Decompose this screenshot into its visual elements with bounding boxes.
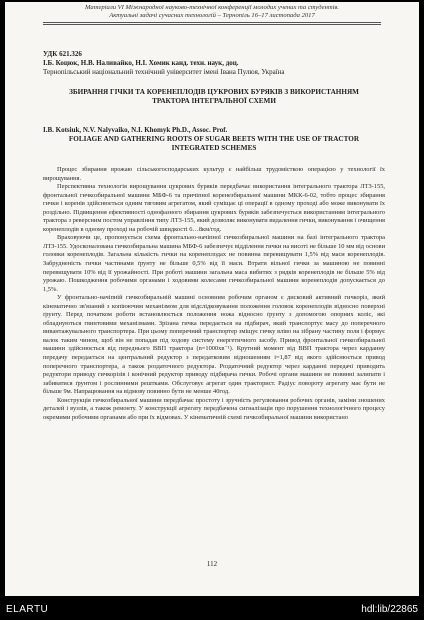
paragraph: Враховуючи це, пропонується схема фронтально-начіпної гичкозбиральної машини на базі інтегрального трактора ЛТЗ-155. Удосконалована гичкозбиральна машина МБФ-6 забезпечує відділення гички на висоті не більше 10 мм від основи головки коренеплодів. Загальна кількість гички на коренеплодах не повинна перевищувати 1,5% від маси коренеплодів. Забрудненість гички частинами ґрунту не більше 0,5% від її маси. Втрати вільної гички за машиною не повинні перевищувати 10% від її урожайності. При роботі машини загальна маса вибитих з рядків коренеплодів не більше 5% від урожаю. Пошкодження робочими органами і ходовими колесами гичкозбиральної машини коренеплодів допускається до 1,5%. (43, 234, 385, 293)
title-ua (43, 88, 385, 106)
udk-text: УДК 621.326 (43, 50, 82, 58)
document-page (5, 2, 419, 596)
affiliation (43, 68, 385, 77)
footer-handle-link[interactable]: hdl:lib/22865 (361, 604, 418, 615)
running-header (45, 4, 379, 20)
header-line-2: Актуальні задачі сучасних технологій – Тернопіль 16–17 листопада 2017 (109, 12, 315, 19)
authors-ua-text: І.Б. Коцюк, Н.В. Наливайко, Н.І. Хомик канд. техн. наук, доц. (43, 59, 239, 67)
page-number: 112 (206, 560, 218, 568)
paragraph: Процес збирання врожаю сільськогосподарських культур є найбільш трудомісткою операцією у технології їх вирощування. (43, 166, 385, 182)
title-ua-text: ЗБИРАННЯ ГІЧКИ ТА КОРЕНЕПЛОДІВ ЦУКРОВИХ БУРЯКІВ З ВИКОРИСТАННЯМ ТРАКТОРА ІНТЕГРАЛЬНОЇ СХЕМИ (69, 88, 359, 105)
authors-ua (43, 59, 385, 68)
paragraph: Конструкція гичкозбиральної машини передбачає простоту і зручність регулювання робочих органів, заміни зношених деталей і вузлів, а також ремонту. У конструкції агрегату передбачена сигналізація про порушення технологічного процесу окремими робочими органами або при їх відмовах. У кінематичній схемі гичкозбиральної машини використано (43, 396, 385, 421)
paragraph: У фронтально-начіпній гичкозбиральній машині основним робочим органом є дисковий активний гичкоріз, який кінематично зв'язаний з копіюючим механізмом для відслідковування положення головок коренеплодів відносно поверхні ґрунту. Перед початком роботи встановлюється положення ножа відносно ґрунту з допомогою опорних коліс, які обладнуються гвинтовими механізмами. Зрізана гичка передається на підбирач, який транспортує масу до поперечного вивантажувального транспортера. При цьому поперечний транспортер зміщує гичку вліво на зібрану частину поля і формує валок таким чином, щоб він не попадав під ходову систему енергетичного засобу. Привод фронтальної гичкозбиральної машини здійснюється від переднього ВВП трактора (n=1000хв⁻¹). Крутний момент від ВВП трактора через карданну передачу передається на центральний редуктор з передатковим відношенням і=1,87 від якого здійснюється привод поперечного транспортера, а також роздаточного редуктора. Роздаточний редуктор через карданні передачі приводить редуктори приводу гичкорізів і конічний редуктор приводу підбирача гички. Робочі органи машини не повинні залипати і забиватися ґрунтом і рослинними рештками. Обслуговує агрегат один тракторист. Радіус повороту агрегату має бути не більше 9м. Напрацювання на відмову повинно бути не менше 40год. (43, 294, 385, 396)
paragraph: Перспективна технологія вирощування цукрових буряків передбачає використання інтегрального трактора ЛТЗ-155, фронтальної гичкозбиральної машини МБФ-6 та причіпної коренезбиральної машини МКК-6-02, тобто процес збирання гички і коренів здійснюється одним тяговим агрегатом, який суміщає ці операції в одному проході або може виконувати їх роздільно. Підвищення ефективності однофазного збирання цукрових буряків забезпечується використанням інтегрального трактора з реверсним постом управління типу ЛТЗ-155, який дозволяє виконувати видалення гички, виконування і очищення коренеплодів в одному проході на робочій швидкості 6…8км/год. (43, 183, 385, 233)
authors-en (43, 126, 385, 135)
header-line-1: Матеріали VI Міжнародної науково-технічної конференції молодих учених та студентів. (85, 4, 339, 11)
title-en-text: FOLIAGE AND GATHERING ROOTS OF SUGAR BEETS WITH THE USE OF TRACTOR INTEGRATED SCHEMES (68, 135, 360, 152)
footer-repository-label: ELARTU (6, 604, 49, 615)
header-rule (43, 22, 381, 25)
title-en (43, 135, 385, 153)
affiliation-text: Тернопільський національний технічний університет імені Івана Пулюя, Україна (43, 68, 285, 76)
authors-en-text: I.B. Kotsiuk, N.V. Nalyvaiko, N.I. Khomyk Ph.D., Assoc. Prof. (43, 126, 228, 134)
udk-code (43, 50, 385, 59)
footer-bar (0, 600, 424, 620)
body-text (43, 166, 385, 422)
